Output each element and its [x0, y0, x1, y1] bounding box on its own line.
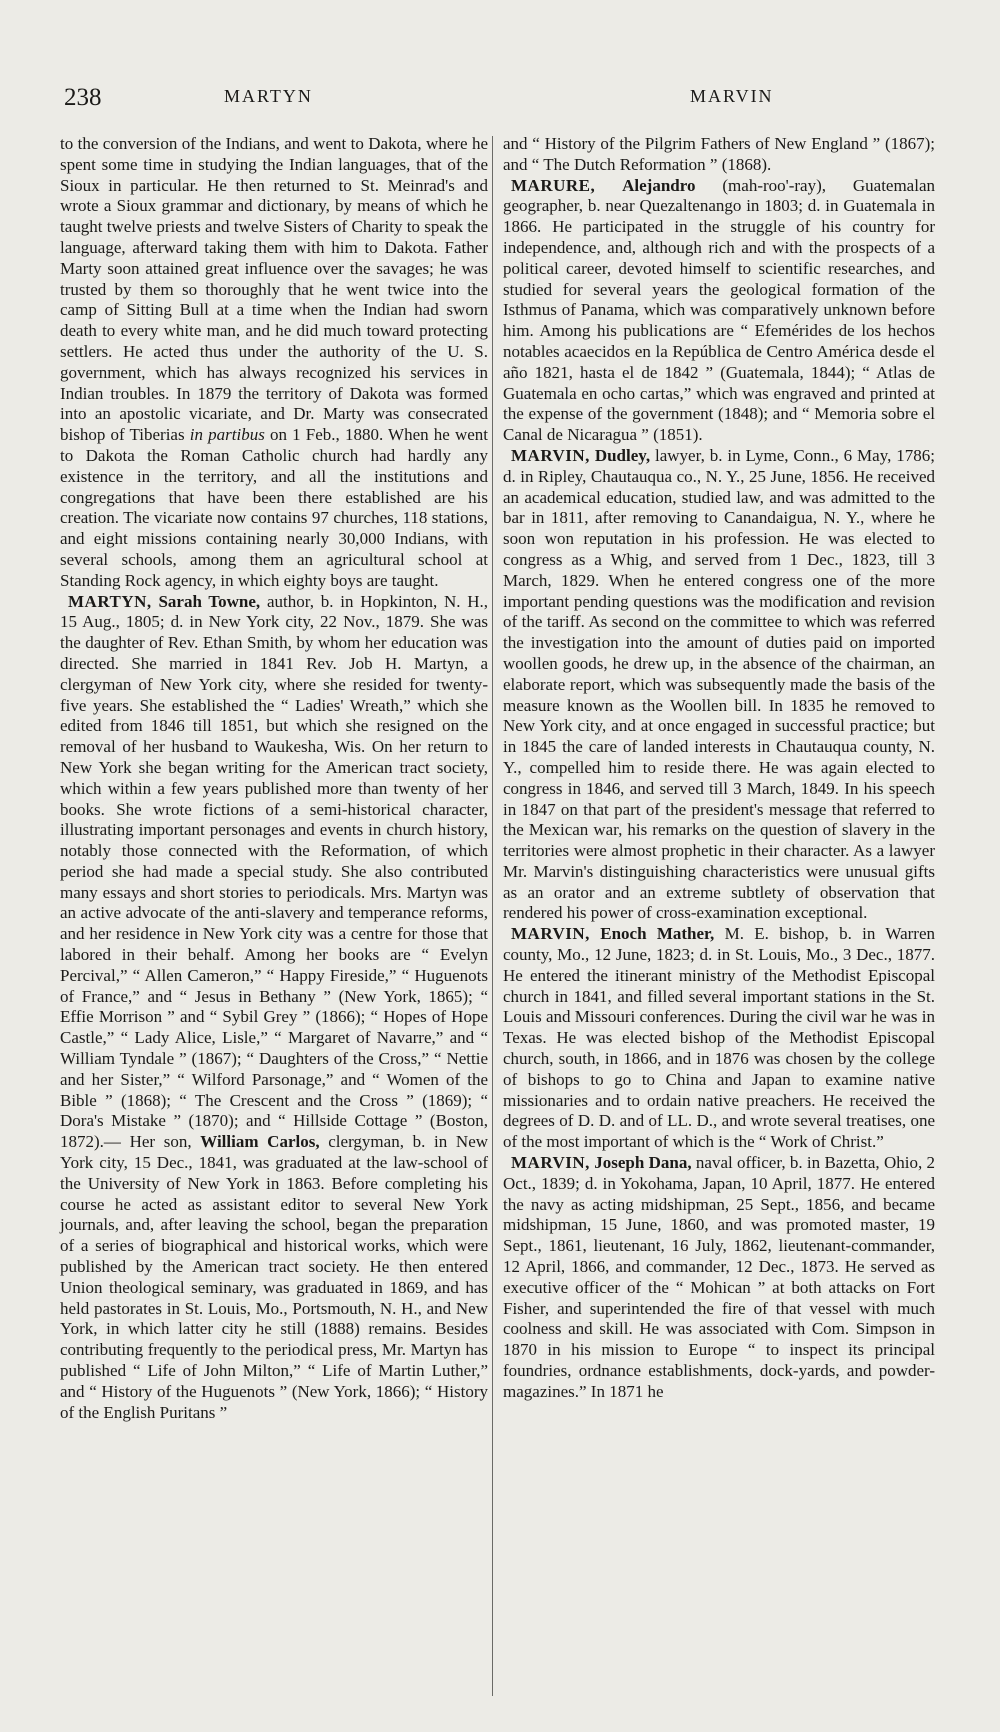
entry-marvin-enoch — [503, 924, 935, 1153]
marty-continuation: to the conversion of the Indians, and went to Dakota, where he spent some time in studying the Indian languages, that of the Sioux in particular. He then returned to St. Meinrad's and wrote a Sioux grammar and dictionary, by means of which he taught twelve priests and twelve Sisters of Charity to speak the language, afterward taking them with him to Dakota. Father Marty soon attained great influence over the savages; he was trusted by them so thoroughly that he went twice into the camp of Sitting Bull at a time when the Indian had sworn death to every white man, and he did much toward protecting settlers. He acted thus under the authority of the U. S. government, which has always recognized his services in Indian troubles. In 1879 the territory of Dakota was formed into an apostolic vicariate, and Dr. Marty was consecrated bishop of Tiberias in partibus on 1 Feb., 1880. When he went to Dakota the Roman Catholic church had hardly any existence in the territory, and all the institutions and congregations that have been there established are his creation. The vicariate now contains 97 churches, 118 stations, and eight missions containing nearly 30,000 Indians, with several schools, among them an agricultural school at Standing Rock agency, in which eighty boys are taught. — [60, 134, 489, 590]
entry-marvin-joseph — [503, 1153, 935, 1403]
page-number: 238 — [64, 84, 102, 111]
entry-given-name: Dudley, — [594, 445, 651, 465]
entry-marure — [503, 176, 935, 446]
entry-text: naval officer, b. in Bazetta, Ohio, 2 Oct., 1839; d. in Yokohama, Japan, 10 April, 1877. He entered the navy as acting midshipman, 25 Sept., 1856, and became midshipman, 15 June, 1860, and was promoted master, 19 Sept., 1861, lieutenant, 16 July, 1862, lieutenant-commander, 12 April, 1866, and commander, 12 Dec., 1873. He served as executive officer of the “ Mohican ” at both attacks on Fort Fisher, and superintended the fire of that vessel with much coolness and skill. He was associated with Com. Simpson in 1870 in his mission to Europe “ to inspect its principal foundries, ordnance establishments, dock-yards, and powder-magazines.” In 1871 he — [503, 1153, 936, 1401]
running-head-right: MARVIN — [690, 86, 774, 106]
column-divider — [492, 136, 493, 1696]
entry-surname: MARURE, — [511, 175, 596, 195]
entry-given-name: Alejandro — [622, 175, 696, 195]
right-column — [503, 134, 935, 1403]
entry-surname: MARVIN, — [511, 445, 590, 465]
entry-surname: MARVIN, — [511, 924, 590, 944]
running-head-left: MARTYN — [224, 86, 313, 106]
entry-surname: MARVIN, — [511, 1153, 590, 1173]
entry-marvin-dudley — [503, 446, 935, 924]
entry-text: (mah-roo'-ray), Guatemalan geographer, b. near Quezaltenango in 1803; d. in Guatemala in 1866. He participated in the struggle of his country for independence, and, although rich and with the prospects of a political career, devoted himself to scientific researches, and studied for several years the geological formation of the Isthmus of Panama, which was comparatively unknown before him. Among his publications are “ Efemérides de los hechos notables acaecidos en la República de Centro América desde el año 1821, hasta el de 1842 ” (Guatemala, 1844); “ Atlas de Guatemala en ocho cartas,” which was engraved and printed at the expense of the government (1848); and “ Memoria sobre el Canal de Nicaragua ” (1851). — [503, 175, 935, 445]
martyn-continuation: and “ History of the Pilgrim Fathers of New England ” (1867); and “ The Dutch Reformation ” (1868). — [503, 134, 935, 174]
entry-text: author, b. in Hopkinton, N. H., 15 Aug., 1805; d. in New York city, 22 Nov., 1879. She was the daughter of Rev. Ethan Smith, by whom her education was directed. She married in 1841 Rev. Job H. Martyn, a clergyman of New York city, where she resided for twenty-five years. She established the “ Ladies' Wreath,” which she edited from 1846 till 1851, but which she resigned on the removal of her husband to Waukesha, Wis. On her return to New York she began writing for the American tract society, which within a few years published more than twenty of her books. She wrote fictions of a semi-historical character, illustrating important personages and events in church history, notably those connected with the Reformation, of which period she had made a special study. She also contributed many essays and short stories to periodicals. Mrs. Martyn was an active advocate of the anti-slavery and temperance reforms, and her residence in New York city was a centre for those that labored in their behalf. Among her books are “ Evelyn Percival,” “ Allen Cameron,” “ Happy Fireside,” “ Huguenots of France,” and “ Jesus in Bethany ” (New York, 1865); “ Effie Morrison ” and “ Sybil Grey ” (1866); “ Hopes of Hope Castle,” “ Lady Alice, Lisle,” “ Margaret of Navarre,” and “ William Tyndale ” (1867); “ Daughters of the Cross,” “ Nettie and her Sister,” “ Wilford Parsonage,” and “ Women of the Bible ” (1868); “ The Crescent and the Cross ” (1869); “ Dora's Mistake ” (1870); and “ Hillside Cottage ” (Boston, 1872).— Her son, — [60, 591, 489, 1152]
entry-surname: MARTYN, — [68, 591, 152, 611]
left-column — [60, 134, 488, 1423]
entry-text: lawyer, b. in Lyme, Conn., 6 May, 1786; d. in Ripley, Chautauqua co., N. Y., 25 June, 1856. He received an academical education, studied law, and was admitted to the bar in 1811, after removing to Canandaigua, N. Y., where he soon won reputation in his profession. He was elected to congress as a Whig, and served from 1 Dec., 1823, till 3 March, 1829. When he entered congress one of the more important pending questions was the modification and revision of the tariff. As second on the committee to which was referred the investigation into the amount of duties paid on imported woollen goods, he drew up, in the absence of the chairman, an elaborate report, which was subsequently made the basis of the measure known as the Woollen bill. In 1835 he removed to New York city, and at once engaged in successful practice; but in 1845 the care of landed interests in Chautauqua county, N. Y., compelled him to reside there. He was again elected to congress in 1846, and served till 3 March, 1849. In his speech in 1847 on that part of the president's message that referred to the Mexican war, his remarks on the question of slavery in the territories were almost prophetic in their character. As a lawyer Mr. Marvin's distinguishing characteristics were unusual gifts as an orator and an extreme subtlety of observation that rendered his power of cross-examination exceptional. — [503, 445, 935, 923]
entry-given-name: Joseph Dana, — [594, 1153, 692, 1173]
entry-given-name: Enoch Mather, — [600, 924, 715, 944]
entry-martyn-sarah — [60, 592, 488, 1424]
sub-entry-name: William Carlos, — [200, 1132, 320, 1152]
sub-entry-text: clergyman, b. in New York city, 15 Dec., 1841, was graduated at the law-school of the University of New York in 1863. Before completing his course he acted as assistant editor to several New York journals, and, after leaving the school, began the preparation of a series of biographical and historical works, which were published by the American tract society. He then entered Union theological seminary, was graduated in 1869, and has held pastorates in St. Louis, Mo., Portsmouth, N. H., and New York, in which latter city he still (1888) remains. Besides contributing frequently to the periodical press, Mr. Martyn has published “ Life of John Milton,” “ Life of Martin Luther,” and “ History of the Huguenots ” (New York, 1866); “ History of the English Puritans ” — [60, 1132, 489, 1422]
entry-text: M. E. bishop, b. in Warren county, Mo., 12 June, 1823; d. in St. Louis, Mo., 3 Dec., 1877. He entered the itinerant ministry of the Methodist Episcopal church in 1841, and filled several important stations in the St. Louis and Missouri conferences. During the civil war he was in Texas. He was elected bishop of the Methodist Episcopal church, south, in 1866, and in 1876 was chosen by the college of bishops to go to China and Japan to examine native missionaries and to ordain native preachers. He received the degrees of D. D. and of LL. D., and wrote several treatises, one of the most important of which is the “ Work of Christ.” — [503, 924, 935, 1152]
entry-given-name: Sarah Towne, — [158, 591, 261, 611]
page-header — [0, 84, 1000, 114]
